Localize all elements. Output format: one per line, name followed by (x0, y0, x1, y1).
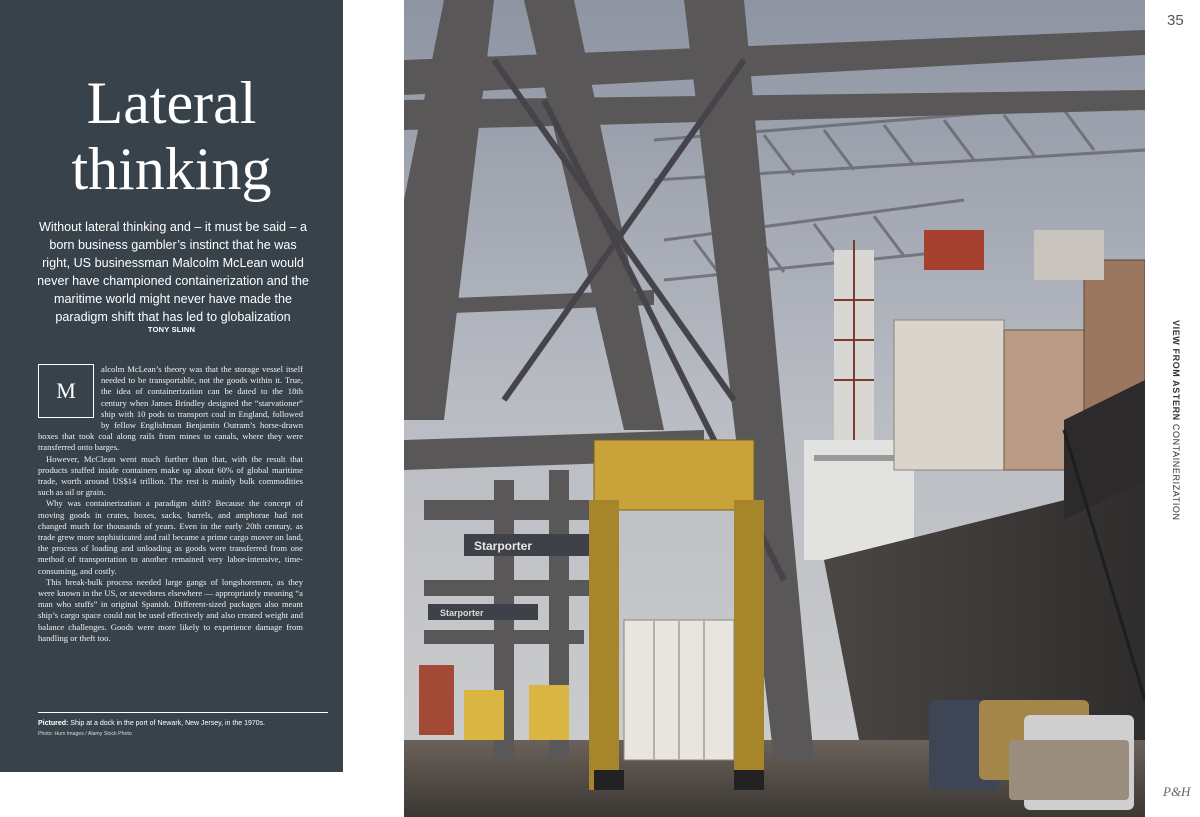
yard-vehicle-2 (529, 685, 569, 740)
caption-label: Pictured: (38, 720, 69, 727)
bridge-windows (814, 455, 904, 461)
drop-cap: M (38, 364, 94, 418)
yard-vehicle-3 (419, 665, 454, 735)
article-title (0, 70, 343, 202)
article-intro: Without lateral thinking and – it must be said – a born business gambler’s instinct that he was right, US businessman Malcolm McLean would never have championed containerization and the maritime world might never have made the paradigm shift that has led to globalization (37, 220, 309, 324)
port-illustration (404, 0, 1145, 817)
starporter-sign-large: Starporter (474, 539, 533, 553)
photo-caption (38, 719, 328, 729)
body-paragraph-1: alcolm McLean’s theory was that the storage vessel itself needed to be transportable, not the goods within it. True, the idea of containerization can be dated to the 18th century when James Brindley designed the “starvationer” ship with 10 pods to transport coal in England, followed by fellow Englishman Benjamin Outram’s horse-drawn boxes that took coal along rails from mines to canals, where they were transferred onto barges. (38, 364, 303, 453)
page-number: 35 (1167, 12, 1184, 29)
title-line-1: Lateral (86, 70, 257, 136)
section-label (1171, 320, 1181, 521)
body-paragraph-2: However, McClean went much further than that, with the result that products stuffed inside containers make up about 60% of global maritime trade, worth around US$14 trillion. The rest is mainly bulk commodities such as oil or grain. (38, 453, 303, 498)
body-paragraph-3: Why was containerization a paradigm shift? Because the concept of moving goods in crates, boxes, sacks, barrels, and amphorae had not changed much for thousands of years. Even in the early 20th century, as trade grew more sophisticated and rail became a prime cargo mover on land, the process of loading and unloading as goods were transferred from one method of transportation to another remained very labor-intensive, time-consuming, and costly. (38, 498, 303, 576)
section-label-light: CONTAINERIZATION (1171, 420, 1181, 521)
caption-text: Ship at a dock in the port of Newark, New Jersey, in the 1970s. (68, 720, 266, 727)
article-author: TONY SLINN (147, 325, 196, 334)
article-body (38, 364, 303, 644)
title-line-2: thinking (71, 136, 272, 202)
yard-vehicle-1 (464, 690, 504, 740)
port-photo (404, 0, 1145, 817)
publication-logo: P&H (1163, 784, 1191, 799)
caption-divider (38, 712, 328, 713)
section-label-bold: VIEW FROM ASTERN (1171, 320, 1181, 421)
article-panel (0, 0, 343, 772)
body-paragraph-4: This break-bulk process needed large gangs of longshoremen, as they were known in the US, or stevedores elsewhere — appropriately meaning “a man who stuffs” in original Spanish. Different-sized packages also meant ship’s cargo space could not be used effectively and also created weight and balance challenges. Goods were more likely to experience damage from handling or theft too. (38, 576, 303, 643)
photo-credit: Photo: Hum Images / Alamy Stock Photo (38, 731, 132, 737)
starporter-sign-small: Starporter (440, 608, 484, 618)
